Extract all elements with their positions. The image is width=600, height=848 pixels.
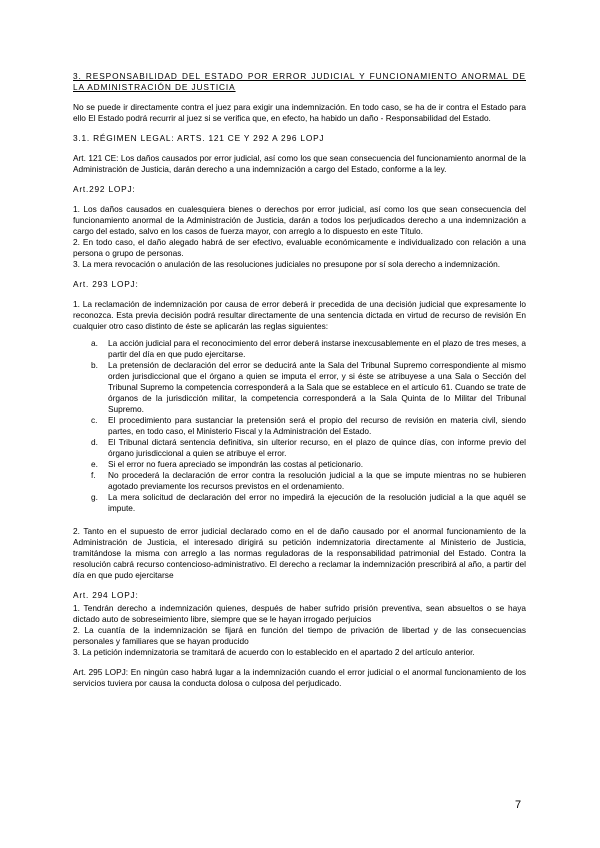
art294-item: 1. Tendrán derecho a indemnización quienes, después de haber sufrido prisión preventiva, sean absueltos o se haya dictado auto de sobreseimiento libre, siempre que se le hayan irrogado perjuicios	[73, 603, 526, 624]
art293-paragraph-1: 1. La reclamación de indemnización por causa de error deberá ir precedida de una decisión judicial que expresamente lo reconozca. Esta previa decisión podrá resultar directamente de una sentencia dictada en virtud de recurso de revisión En cualquier otro caso distinto de éste se aplicarán las reglas siguientes:	[73, 299, 526, 331]
intro-paragraph: No se puede ir directamente contra el juez para exigir una indemnización. En todo caso, se ha de ir contra el Estado para ello El Estado podrá recurrir al juez si se verifica que, en efecto, ha habido un daño - Responsabilidad del Estado.	[73, 102, 526, 123]
art293-rules-list	[73, 338, 526, 514]
list-item-text: La pretensión de declaración del error se deducirá ante la Sala del Tribunal Supremo correspondiente al mismo orden jurisdiccional que el órgano a quien se imputa el error, y si éste se atribuyese a una Sala o Sección del Tribunal Supremo la competencia corresponderá a la Sala que se establece en el artículo 61. Cuando se trate de órganos de la jurisdicción militar, la competencia corresponderá a la Sala Quinta de lo Militar del Tribunal Supremo.	[108, 360, 526, 414]
list-marker: a.	[91, 338, 98, 348]
list-item	[73, 459, 526, 470]
art292-heading: Art.292 LOPJ:	[73, 184, 136, 194]
list-item	[73, 437, 526, 459]
list-marker: g.	[91, 492, 98, 502]
art293-heading: Art. 293 LOPJ:	[73, 279, 139, 289]
page-number: 7	[515, 799, 522, 811]
art294-heading: Art. 294 LOPJ:	[73, 590, 139, 600]
list-item	[73, 360, 526, 415]
list-marker: c.	[91, 415, 98, 425]
list-marker: e.	[91, 459, 98, 469]
art295-paragraph: Art. 295 LOPJ: En ningún caso habrá lugar a la indemnización cuando el error judicial o el anormal funcionamiento de los servicios tuviera por causa la conducta dolosa o culposa del perjudicado.	[73, 667, 526, 688]
section-title: 3. RESPONSABILIDAD DEL ESTADO POR ERROR JUDICIAL Y FUNCIONAMIENTO ANORMAL DE LA ADMINISTRACIÓN DE JUSTICIA	[73, 71, 526, 92]
list-item-text: El procedimiento para sustanciar la pretensión será el propio del recurso de revisión en materia civil, siendo partes, en todo caso, el Ministerio Fiscal y la Administración del Estado.	[108, 415, 526, 436]
art121-paragraph: Art. 121 CE: Los daños causados por error judicial, así como los que sean consecuencia del funcionamiento anormal de la Administración de Justicia, darán derecho a una indemnización a cargo del Estado, conforme a la ley.	[73, 153, 526, 174]
art294-list	[73, 603, 526, 658]
list-item-text: No procederá la declaración de error contra la resolución judicial a la que se impute mientras no se hubieren agotado previamente los recursos previstos en el ordenamiento.	[108, 470, 526, 491]
document-body	[73, 71, 526, 689]
art292-item: 2. En todo caso, el daño alegado habrá de ser efectivo, evaluable económicamente e individualizado con relación a una persona o grupo de personas.	[73, 237, 526, 258]
art293-paragraph-2: 2. Tanto en el supuesto de error judicial declarado como en el de daño causado por el anormal funcionamiento de la Administración de Justicia, el interesado dirigirá su petición indemnizatoria directamente al Ministerio de Justicia, tramitándose la misma con arreglo a las normas reguladoras de la responsabilidad patrimonial del Estado. Contra la resolución cabrá recurso contencioso-administrativo. El derecho a reclamar la indemnización prescribirá al año, a partir del día en que pudo ejercitarse	[73, 526, 526, 580]
list-item	[73, 492, 526, 514]
list-item	[73, 338, 526, 360]
list-item-text: La mera solicitud de declaración del error no impedirá la ejecución de la resolución judicial a la que aquél se impute.	[108, 492, 526, 513]
list-item-text: La acción judicial para el reconocimiento del error deberá instarse inexcusablemente en el plazo de tres meses, a partir del día en que pudo ejercitarse.	[108, 338, 526, 359]
list-marker: f.	[91, 470, 96, 480]
art292-item: 3. La mera revocación o anulación de las resoluciones judiciales no presupone por sí sola derecho a indemnización.	[73, 259, 501, 269]
list-item	[73, 470, 526, 492]
list-marker: d.	[91, 437, 98, 447]
art292-item: 1. Los daños causados en cualesquiera bienes o derechos por error judicial, así como los que sean consecuencia del funcionamiento anormal de la Administración de Justicia, darán a todos los perjudicados derecho a una indemnización a cargo del estado, salvo en los casos de fuerza mayor, con arreglo a lo dispuesto en este Título.	[73, 204, 526, 236]
art292-list	[73, 204, 526, 270]
subsection-heading: 3.1. RÉGIMEN LEGAL: ARTS. 121 CE Y 292 A 296 LOPJ	[73, 133, 325, 143]
art294-item: 2. La cuantía de la indemnización se fijará en función del tiempo de privación de libertad y de las consecuencias personales y familiares que se hayan producido	[73, 625, 526, 646]
list-item	[73, 415, 526, 437]
list-item-text: El Tribunal dictará sentencia definitiva, sin ulterior recurso, en el plazo de quince días, con informe previo del órgano jurisdiccional a quien se atribuye el error.	[108, 437, 526, 458]
list-item-text: Si el error no fuera apreciado se impondrán las costas al peticionario.	[108, 459, 364, 469]
art294-item: 3. La petición indemnizatoria se tramitará de acuerdo con lo establecido en el apartado 2 del artículo anterior.	[73, 647, 475, 657]
list-marker: b.	[91, 360, 98, 370]
